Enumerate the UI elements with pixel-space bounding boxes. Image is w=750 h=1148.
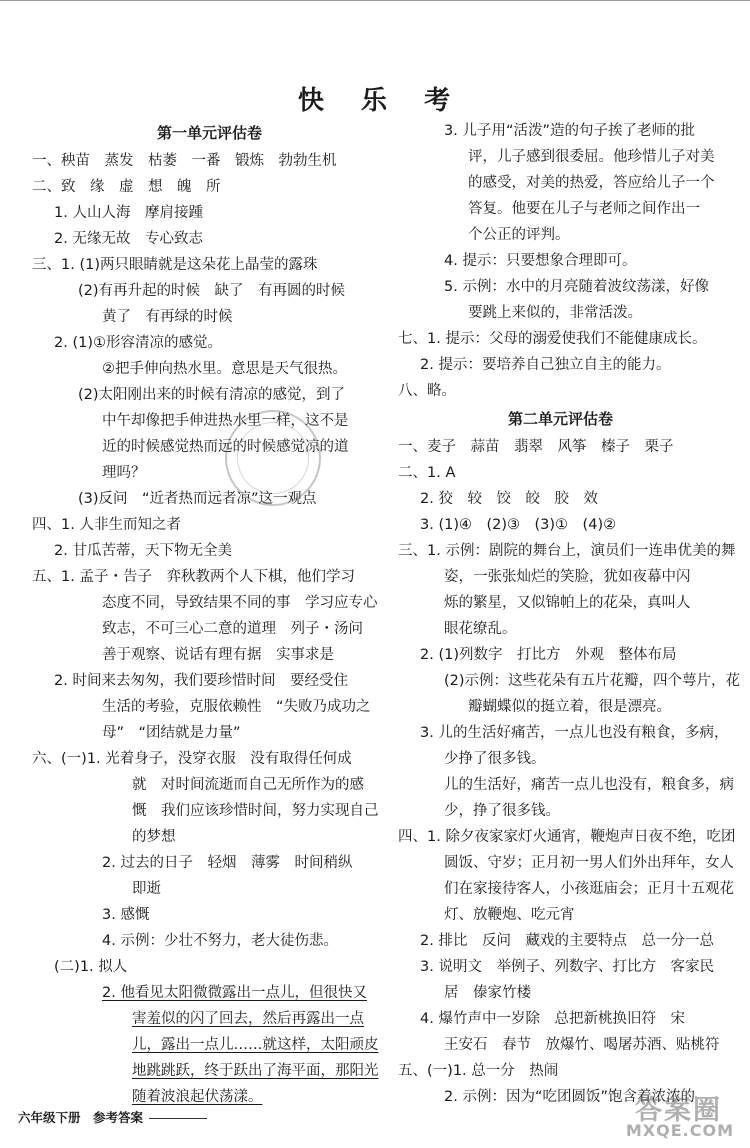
answer-line: 答复。他要在儿子与老师之间作出一 (468, 201, 700, 217)
answer-line: 2. 提示：要培养自己独立自主的能力。 (420, 357, 671, 373)
answer-line: 姿，一张张灿烂的笑脸，犹如夜幕中闪 (444, 569, 691, 585)
answer-line: 四、1. 除夕夜家家灯火通宵，鞭炮声日夜不绝，吃团 (398, 829, 736, 845)
answer-line: 一、麦子 蒜苗 翡翠 风筝 榛子 栗子 (398, 439, 674, 455)
answer-line: 2. 甘瓜苦蒂，天下物无全美 (54, 543, 232, 559)
answer-line: 王安石 春节 放爆竹、喝屠苏酒、贴桃符 (444, 1037, 720, 1053)
answer-line: 2. (1)①形容清凉的感觉。 (54, 335, 222, 351)
answer-line: 烁的繁星，又似锦帕上的花朵，真叫人 (444, 595, 691, 611)
answer-line: 们在家接待客人，小孩逛庙会；正月十五观花 (444, 881, 734, 897)
answer-line: 4. 提示：只要想象合理即可。 (444, 253, 637, 269)
answer-line: (二)1. 拟人 (54, 959, 128, 975)
answer-line: 居 傣家竹楼 (444, 985, 531, 1001)
answer-line: 2. 排比 反问 藏戏的主要特点 总一分一总 (420, 933, 714, 949)
page-footer (18, 1108, 207, 1126)
answer-line: 生活的考验，克服依赖性 “失败乃成功之 (102, 699, 371, 715)
answer-line: 少挣了很多钱。 (444, 751, 546, 767)
answer-line: 三、1. (1)两只眼睛就是这朵花上晶莹的露珠 (32, 257, 318, 273)
answer-line: 七、1. 提示：父母的溺爱使我们不能健康成长。 (398, 331, 707, 347)
answer-line: 圆饭、守岁；正月初一男人们外出拜年，女人 (444, 855, 734, 871)
page-title (0, 80, 750, 117)
watermark-text: 答案圈 (635, 1095, 722, 1126)
answer-line: 评，儿子感到很委屈。他珍惜儿子对美 (468, 149, 715, 165)
answer-line: 黄了 有再绿的时候 (102, 309, 233, 325)
title-char: 快 (297, 86, 326, 116)
answer-line: 五、1. 孟子・告子 弈秋教两个人下棋，他们学习 (32, 569, 355, 585)
answer-line: 三、1. 示例：剧院的舞台上，演员们一连串优美的舞 (398, 543, 736, 559)
answer-line: 2. 狡 较 饺 皎 胶 效 (420, 491, 598, 507)
answer-line: 近的时候感觉热而远的时候感觉凉的道 (102, 439, 349, 455)
answer-line: 儿，露出一点儿……就这样，太阳顽皮 (132, 1037, 379, 1053)
answer-line: (2)太阳刚出来的时候有清凉的感觉，到了 (78, 387, 346, 403)
section-heading: 第二单元评估卷 (507, 410, 613, 428)
answer-line: 4. 示例：少壮不努力，老大徒伤悲。 (102, 933, 338, 949)
answer-line: 母” “团结就是力量” (102, 725, 241, 741)
answer-line: 3. (1)④ (2)③ (3)① (4)② (420, 517, 617, 533)
answer-line: 五、(一)1. 总一分 热闹 (398, 1063, 559, 1079)
footer-label: 六年级下册 参考答案 (18, 1110, 144, 1125)
answer-line: 瓣蝴蝶似的挺立着，很是漂亮。 (468, 699, 671, 715)
left-answer-column (32, 118, 387, 1110)
right-answer-column (398, 118, 741, 1110)
answer-line: 要跳上来似的，非常活泼。 (468, 305, 642, 321)
answer-line: 个公正的评判。 (468, 227, 570, 243)
answer-line: 灯、放鞭炮、吃元宵 (444, 907, 575, 923)
answer-line: 态度不同，导致结果不同的事 学习应专心 (102, 595, 378, 611)
answer-line: 3. 儿子用“活泼”造的句子挨了老师的批 (444, 123, 695, 139)
watermark-url: MXQE.COM (625, 1121, 734, 1140)
answer-line: 理吗？ (102, 465, 146, 481)
answer-line: (2)有再升起的时候 缺了 有再圆的时候 (78, 283, 346, 299)
answer-line: 二、致 缘 虚 想 魄 所 (32, 179, 221, 195)
answer-line: 就 对时间流逝而自己无所作为的感 (132, 777, 364, 793)
answer-line: 二、1. A (398, 465, 456, 481)
answer-line: 3. 感慨 (102, 907, 150, 923)
answer-line: 2. 示例：因为“吃团圆饭”饱含着浓浓的 (444, 1089, 695, 1105)
answer-line: 八、略。 (398, 383, 456, 399)
answer-line: 儿的生活好，痛苦一点儿也没有，粮食多，病 (444, 777, 734, 793)
answer-line: 六、(一)1. 光着身子，没穿衣服 没有取得任何成 (32, 751, 352, 767)
section-heading: 第一单元评估卷 (156, 124, 262, 142)
title-char: 乐 (360, 86, 389, 116)
answer-line: 2. 他看见太阳微微露出一点儿，但很快又 (102, 985, 367, 1001)
answer-line: 2. 无缘无故 专心致志 (54, 231, 203, 247)
answer-line: 地跳跳跃，终于跃出了海平面，那阳光 (132, 1063, 379, 1079)
answer-line: (2)示例：这些花朵有五片花瓣，四个萼片，花 (444, 673, 741, 689)
title-char: 考 (424, 86, 453, 116)
answer-line: 一、秧苗 蒸发 枯萎 一番 锻炼 勃勃生机 (32, 153, 337, 169)
answer-line: 眼花缭乱。 (444, 621, 517, 637)
answer-line: 4. 爆竹声中一岁除 总把新桃换旧符 宋 (420, 1011, 685, 1027)
answer-line: 害羞似的闪了回去，然后再露出一点 (132, 1011, 364, 1027)
answer-line: 3. 儿的生活好痛苦，一点儿也没有粮食，多病， (420, 725, 729, 741)
answer-line: 1. 人山人海 摩肩接踵 (54, 205, 203, 221)
answer-line: 的梦想 (132, 829, 176, 845)
answer-line: 随着波浪起伏荡漾。 (132, 1089, 263, 1105)
answer-line: 5. 示例：水中的月亮随着波纹荡漾，好像 (444, 279, 709, 295)
answer-line: 的感受，对美的热爱，答应给儿子一个 (468, 175, 715, 191)
answer-line: 少，挣了很多钱。 (444, 803, 560, 819)
answer-line: 慨 我们应该珍惜时间，努力实现自己 (132, 803, 379, 819)
answer-line: (3)反问 “近者热而远者凉”这一观点 (78, 491, 317, 507)
watermark-logo (590, 1088, 742, 1144)
answer-line: 2. (1)列数字 打比方 外观 整体布局 (420, 647, 677, 663)
answer-line: 2. 时间来去匆匆，我们要珍惜时间 要经受住 (54, 673, 348, 689)
answer-line: 2. 过去的日子 轻烟 薄雾 时间稍纵 (102, 855, 353, 871)
answer-line: ②把手伸向热水里。意思是天气很热。 (102, 361, 347, 377)
answer-line: 善于观察、说话有理有据 实事求是 (102, 647, 334, 663)
answer-line: 3. 说明文 举例子、列数字、打比方 客家民 (420, 959, 714, 975)
answer-line: 四、1. 人非生而知之者 (32, 517, 181, 533)
footer-rule (149, 1118, 207, 1119)
answer-line: 中午却像把手伸进热水里一样，这不是 (102, 413, 349, 429)
answer-line: 即逝 (132, 881, 161, 897)
page-top-edge (0, 0, 750, 1)
answer-line: 致志，不可三心二意的道理 列子・汤问 (102, 621, 363, 637)
